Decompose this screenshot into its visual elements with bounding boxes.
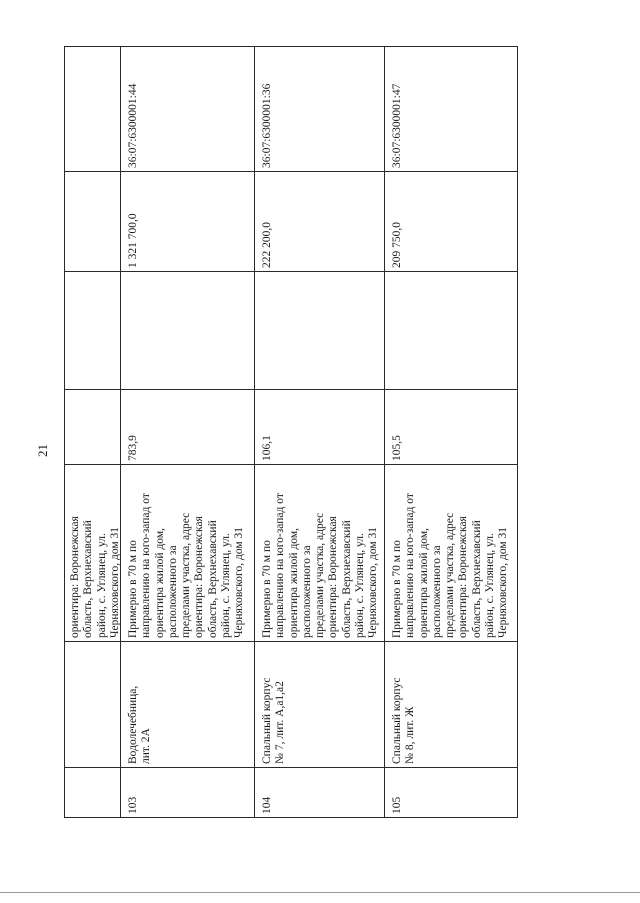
location-line: пределами участка, адрес [314,512,327,638]
object-name-line: Спальный корпус [391,677,403,764]
table-band-location [65,465,518,642]
page-number: 21 [35,444,50,457]
location-line: ориентира жилой дом, [153,528,166,638]
object-name-line: Водолечебница, [127,685,139,764]
row-104-area-cell [255,390,385,465]
row-104-number-cell [255,768,385,818]
row-number: 103 [127,796,139,814]
object-name-line: лит. 2А [140,728,153,764]
row-105-empty-cell [385,272,518,390]
cell-empty [65,642,121,768]
row-103-location-cell [121,465,255,642]
location-line: ориентира: Воронежская [327,516,340,638]
location-line: область, Верхнехавский [470,520,483,638]
location-line: расположенного за [430,545,443,638]
cost-value: 209 750,0 [391,222,403,268]
location-line: расположенного за [300,545,313,638]
row-105-area-cell [385,390,518,465]
location-line: область, Верхнехавский [206,520,219,638]
location-line: ориентира жилой дом, [417,528,430,638]
location-line: направлению на юго-запад от [274,493,287,638]
row-103-empty-cell [121,272,255,390]
location-line: ориентира: Воронежская [193,516,206,638]
object-name-line: Спальный корпус [261,677,273,764]
location-line: район, с. Углянец, ул. [484,533,497,638]
table-band-number [65,768,518,818]
row-104-name-cell [255,642,385,768]
continuation-location-cell [65,465,121,642]
cell-empty [65,768,121,818]
row-104-value-cell [255,172,385,272]
table-band-cadastral [65,47,518,172]
row-103-number-cell [121,768,255,818]
table-band-name [65,642,518,768]
cell-empty [65,272,121,390]
location-line: район, с. Углянец, ул. [354,533,367,638]
location-line: Черняховского, дом 31 [233,526,246,638]
cadastral-number: 36:07:6300001:44 [127,83,139,168]
location-line: направлению на юго-запад от [404,493,417,638]
row-105-name-cell [385,642,518,768]
footer-rule [0,892,640,893]
row-number: 104 [261,796,273,814]
cell-empty [65,390,121,465]
location-line: область, Верхнехавский [340,520,353,638]
location-line: ориентира: Воронежская [457,516,470,638]
row-103-area-cell [121,390,255,465]
row-104-location-cell [255,465,385,642]
row-103-value-cell [121,172,255,272]
property-table [64,46,518,818]
row-104-empty-cell [255,272,385,390]
area-value: 106,1 [261,435,273,461]
cadastral-number: 36:07:6300001:36 [261,83,273,168]
area-value: 105,5 [391,435,403,461]
location-line: район, с. Углянец, ул. [220,533,233,638]
location-line: Примерно в 70 м по [391,540,403,638]
continuation-location-line: Черняховского, дом 31 [108,526,121,638]
location-line: ориентира жилой дом, [287,528,300,638]
location-line: направлению на юго-запад от [140,493,153,638]
location-line: Черняховского, дом 31 [367,526,380,638]
table-band-empty [65,272,518,390]
cell-empty [65,47,121,172]
row-103-name-cell [121,642,255,768]
location-line: пределами участка, адрес [180,512,193,638]
cell-empty [65,172,121,272]
area-value: 783,9 [127,435,139,461]
row-103-cadastral-cell [121,47,255,172]
table-band-value [65,172,518,272]
cost-value: 1 321 700,0 [127,213,139,268]
continuation-location-line: область, Верхнехавский [82,520,95,638]
location-line: Черняховского, дом 31 [497,526,510,638]
continuation-location-line: ориентира: Воронежская [69,516,81,638]
location-line: пределами участка, адрес [444,512,457,638]
location-line: Примерно в 70 м по [127,540,139,638]
continuation-location-line: район, с. Углянец, ул. [95,533,108,638]
object-name-line: № 7, лит. А,а1,а2 [274,681,287,764]
cost-value: 222 200,0 [261,222,273,268]
cadastral-number: 36:07:6300001:47 [391,83,403,168]
row-105-number-cell [385,768,518,818]
location-line: расположенного за [166,545,179,638]
row-105-location-cell [385,465,518,642]
table-band-area [65,390,518,465]
object-name-line: № 8, лит. Ж [404,706,417,764]
row-number: 105 [391,796,403,814]
row-105-cadastral-cell [385,47,518,172]
row-105-value-cell [385,172,518,272]
location-line: Примерно в 70 м по [261,540,273,638]
row-104-cadastral-cell [255,47,385,172]
